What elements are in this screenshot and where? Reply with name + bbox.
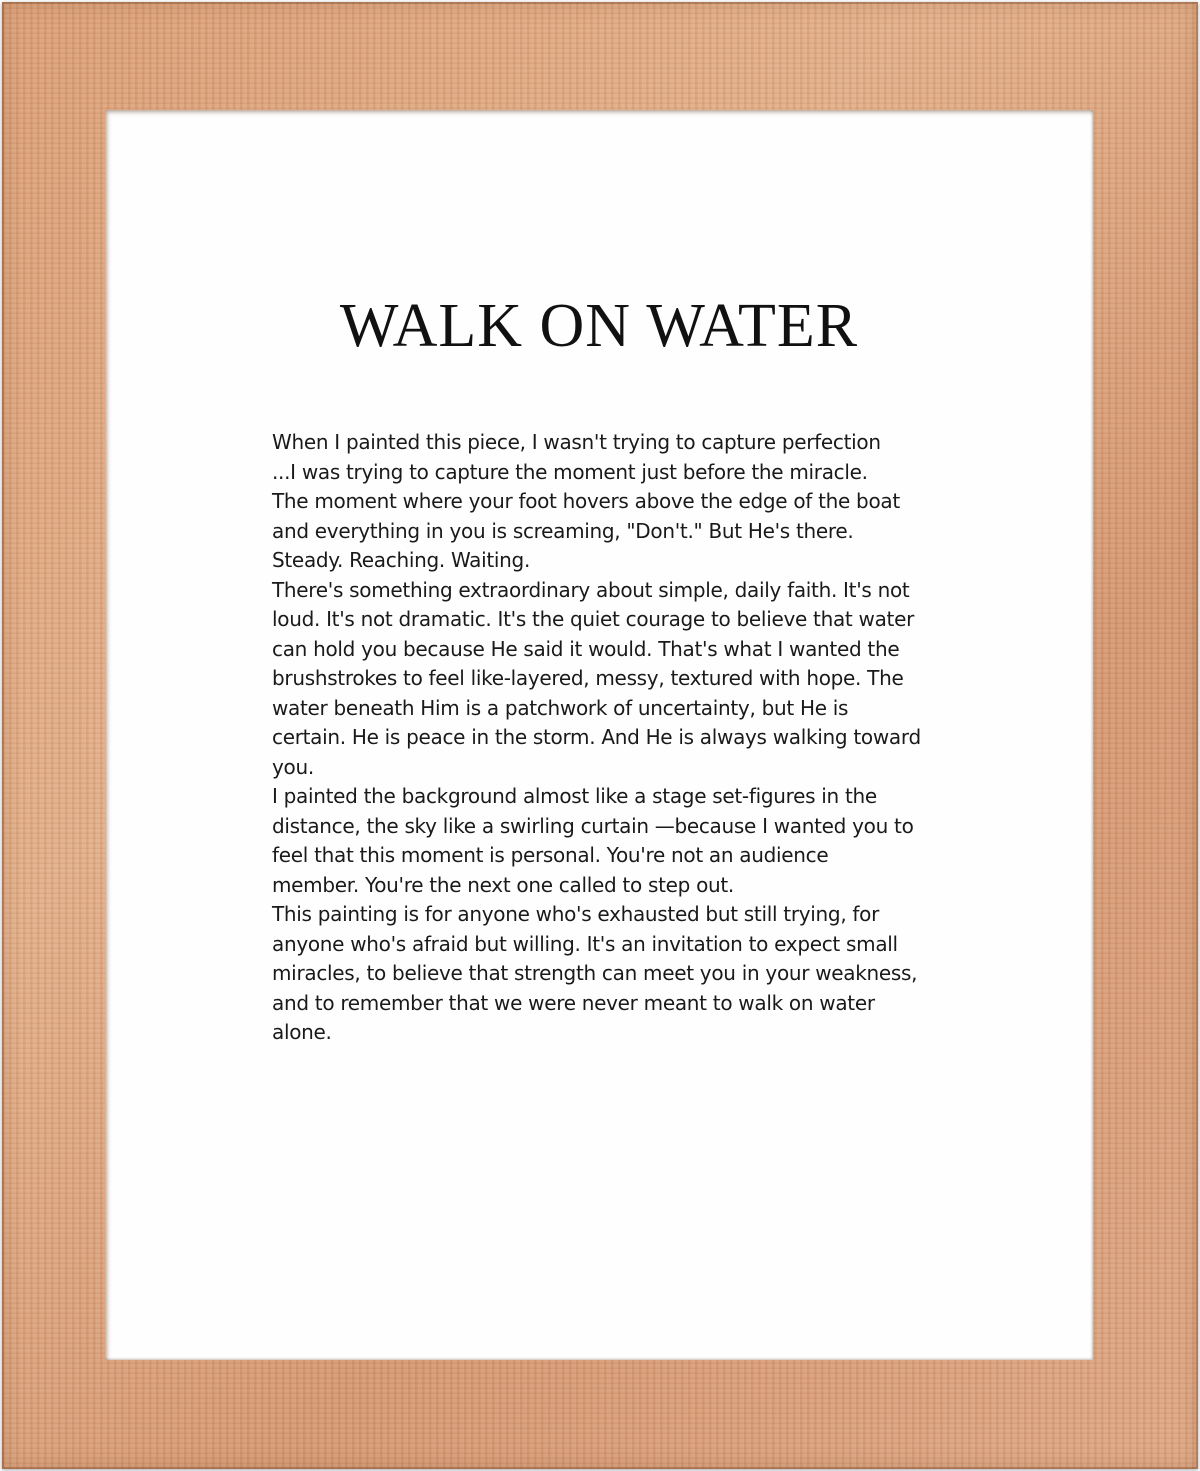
body-line: and everything in you is screaming, "Don't." But He's there. <box>272 518 854 543</box>
body-line: you. <box>272 754 314 779</box>
body-line: This painting is for anyone who's exhausted but still trying, for <box>272 902 880 926</box>
body-line: ...I was trying to capture the moment just before the miracle. <box>272 459 868 484</box>
body-line: can hold you because He said it would. That's what I wanted the <box>272 636 900 661</box>
body-line: anyone who's afraid but willing. It's an invitation to expect small <box>272 931 898 956</box>
body-line: alone. <box>272 1020 332 1044</box>
body-line: There's something extraordinary about simple, daily faith. It's not <box>272 577 910 602</box>
body-line: miracles, to believe that strength can meet you in your weakness, <box>272 961 918 985</box>
body-line: certain. He is peace in the storm. And He is always walking toward <box>272 725 921 749</box>
body-line: When I painted this piece, I wasn't trying to capture perfection <box>272 430 881 454</box>
body-line: brushstrokes to feel like-layered, messy, textured with hope. The <box>272 666 904 690</box>
print-paper <box>105 110 1093 1360</box>
body-line: water beneath Him is a patchwork of uncertainty, but He is <box>272 695 849 720</box>
body-line: Steady. Reaching. Waiting. <box>272 548 531 572</box>
body-line: member. You're the next one called to step out. <box>272 872 734 897</box>
print-title: WALK ON WATER <box>339 292 859 360</box>
body-line: feel that this moment is personal. You're not an audience <box>272 843 829 867</box>
body-line: loud. It's not dramatic. It's the quiet courage to believe that water <box>272 607 915 631</box>
body-line: and to remember that we were never meant to walk on water <box>272 990 875 1015</box>
body-line: I painted the background almost like a stage set-figures in the <box>272 784 877 808</box>
body-line: The moment where your foot hovers above the edge of the boat <box>272 489 900 513</box>
body-line: distance, the sky like a swirling curtain —because I wanted you to <box>272 813 914 838</box>
print-body-text <box>272 428 972 1048</box>
wooden-picture-frame <box>2 2 1198 1469</box>
